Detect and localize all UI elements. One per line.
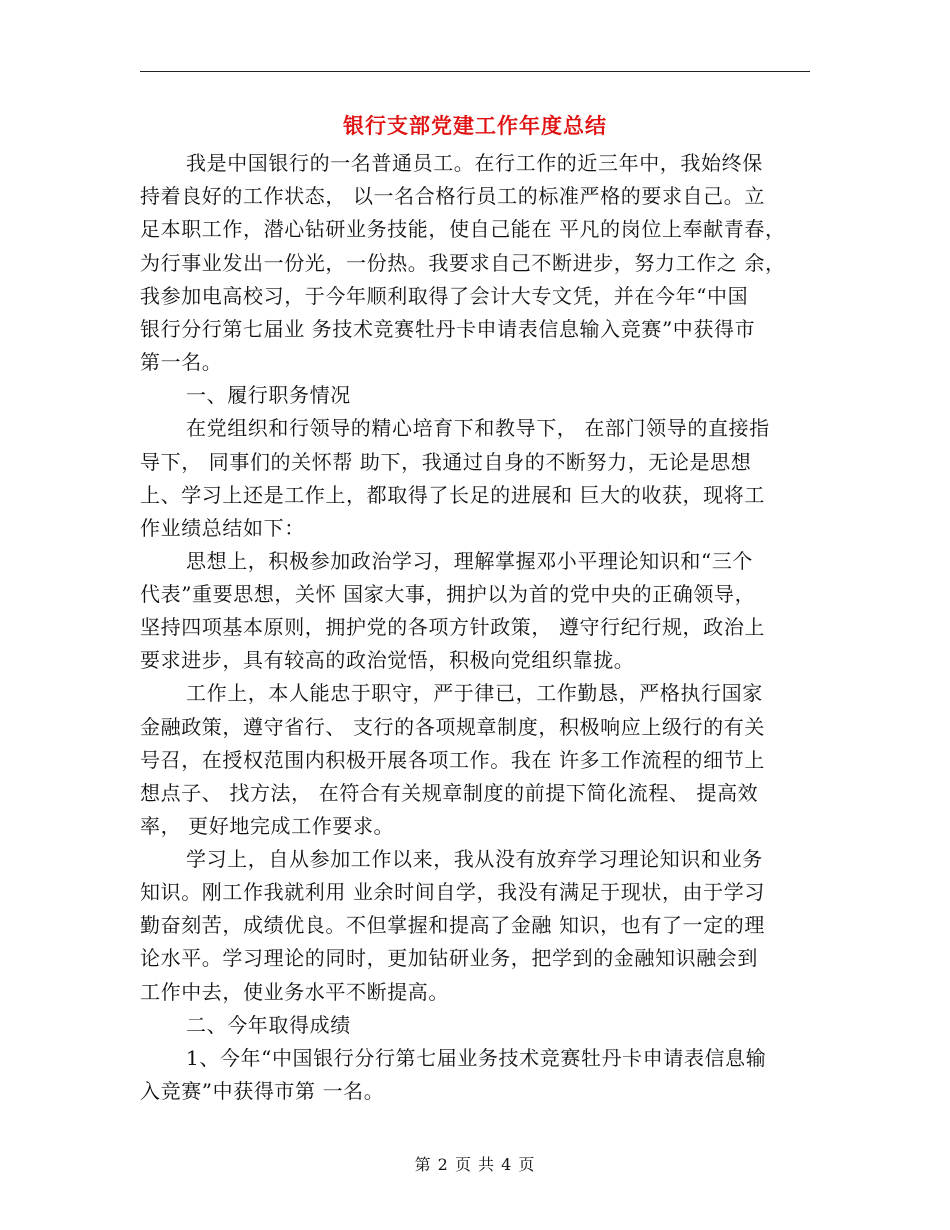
- body-line: 持着良好的工作状态， 以一名合格行员工的标准严格的要求自己。立: [140, 184, 765, 208]
- body-line: 足本职工作，潜心钻研业务技能，使自己能在 平凡的岗位上奉献青春，: [140, 217, 786, 241]
- page-number-footer: 第 2 页 共 4 页: [414, 1155, 536, 1174]
- body-line: 上、学习上还是工作上，都取得了长足的进展和 巨大的收获，现将工: [140, 483, 765, 507]
- section-heading: 二、今年取得成绩: [186, 1013, 351, 1037]
- body-line: 号召，在授权范围内积极开展各项工作。我在 许多工作流程的细节上: [140, 748, 765, 772]
- body-line: 导下， 同事们的关怀帮 助下，我通过自身的不断努力，无论是思想: [140, 450, 752, 474]
- section-heading: 一、履行职务情况: [186, 383, 351, 407]
- body-line: 金融政策，遵守省行、 支行的各项规章制度，积极响应上级行的有关: [140, 715, 765, 739]
- body-line: 1、今年“中国银行分行第七届业务技术竞赛牡丹卡申请表信息输: [186, 1046, 767, 1070]
- body-line: 知识。刚工作我就利用 业余时间自学，我没有满足于现状，由于学习: [140, 880, 765, 904]
- body-line: 作业绩总结如下：: [140, 516, 305, 540]
- body-line: 想点子、 找方法， 在符合有关规章制度的前提下简化流程、 提高效: [140, 781, 759, 805]
- document-title: 银行支部党建工作年度总结: [343, 113, 607, 138]
- body-line: 我是中国银行的一名普通员工。在行工作的近三年中，我始终保: [186, 151, 763, 175]
- body-line: 学习上，自从参加工作以来，我从没有放弃学习理论知识和业务: [186, 847, 763, 871]
- body-line: 为行事业发出一份光，一份热。我要求自己不断进步，努力工作之 余，: [140, 251, 786, 275]
- body-line: 工作上，本人能忠于职守，严于律已，工作勤恳，严格执行国家: [186, 681, 763, 705]
- body-line: 坚持四项基本原则，拥护党的各项方针政策， 遵守行纪行规，政治上: [140, 615, 765, 639]
- body-line: 在党组织和行领导的精心培育下和教导下， 在部门领导的直接指: [186, 416, 770, 440]
- header-rule: [140, 71, 810, 72]
- body-line: 思想上，积极参加政治学习，理解掌握邓小平理论知识和“三个: [186, 549, 754, 573]
- body-line: 入竞赛”中获得市第 一名。: [140, 1079, 385, 1103]
- body-line: 勤奋刻苦，成绩优良。不但掌握和提高了金融 知识，也有了一定的理: [140, 913, 765, 937]
- body-line: 第一名。: [140, 350, 223, 374]
- body-line: 银行分行第七届业 务技术竞赛牡丹卡申请表信息输入竞赛”中获得市: [140, 317, 756, 341]
- body-line: 论水平。学习理论的同时，更加钻研业务，把学到的金融知识融会到: [140, 946, 758, 970]
- body-line: 率， 更好地完成工作要求。: [140, 814, 395, 838]
- body-line: 工作中去，使业务水平不断提高。: [140, 980, 449, 1004]
- body-line: 代表”重要思想，关怀 国家大事，拥护以为首的党中央的正确领导，: [140, 582, 756, 606]
- body-line: 我参加电高校习，于今年顺利取得了会计大专文凭，并在今年“中国: [140, 284, 749, 308]
- body-line: 要求进步，具有较高的政治觉悟，积极向党组织靠拢。: [140, 648, 635, 672]
